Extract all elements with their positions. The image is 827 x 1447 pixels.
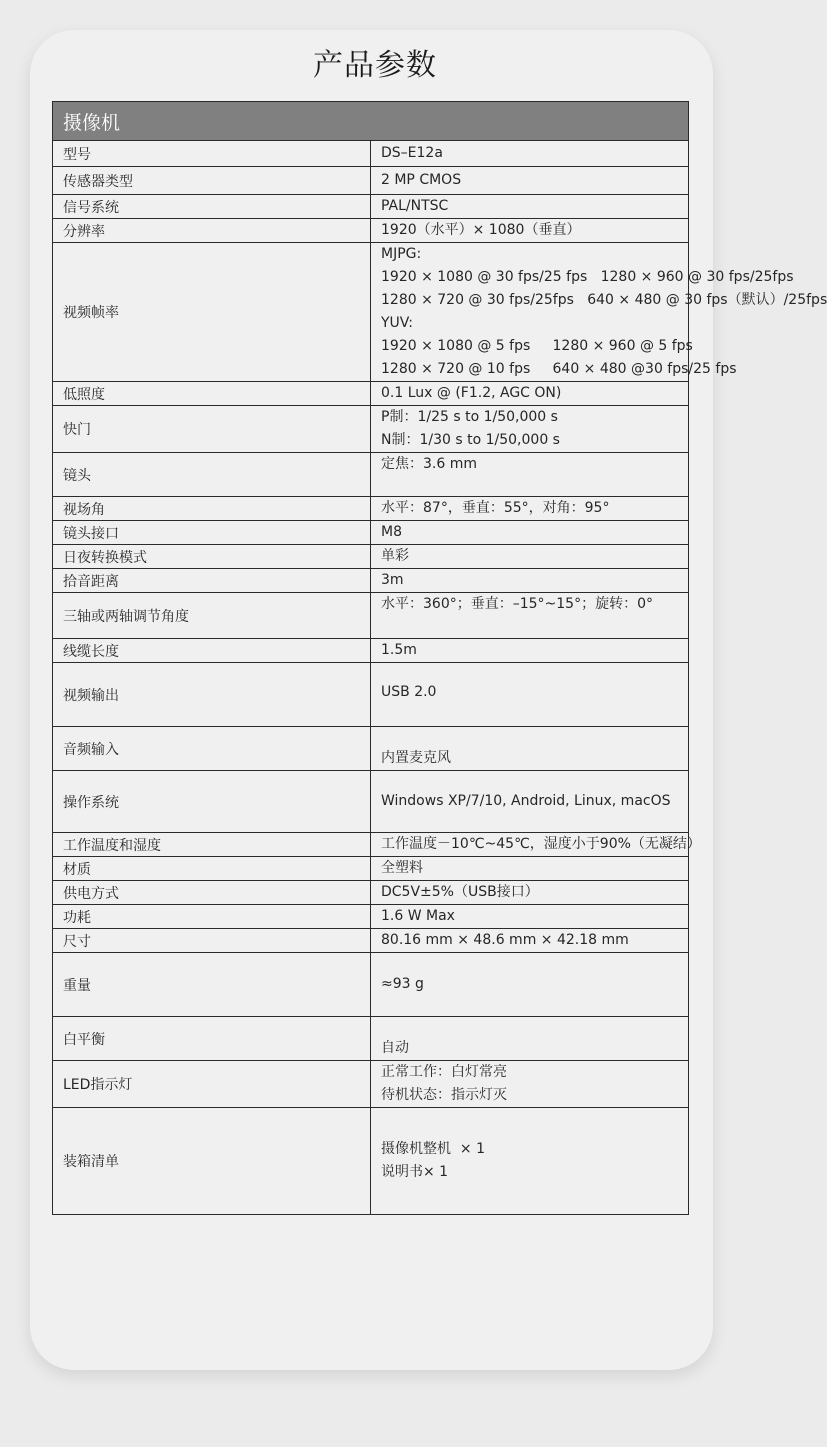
spec-label: 重量 bbox=[53, 953, 371, 1017]
spec-value-line: N制：1/30 s to 1/50,000 s bbox=[381, 432, 560, 448]
spec-row bbox=[53, 727, 689, 771]
spec-value bbox=[371, 881, 689, 905]
spec-value bbox=[371, 569, 689, 593]
spec-value-line: 1280 × 720 @ 30 fps/25fps 640 × 480 @ 30 fps（默认）/25fps bbox=[381, 292, 827, 308]
spec-label: 快门 bbox=[53, 406, 371, 453]
spec-value-line: ≈93 g bbox=[381, 976, 424, 992]
spec-row bbox=[53, 243, 689, 382]
spec-value-line: MJPG: bbox=[381, 246, 422, 262]
spec-label: 分辨率 bbox=[53, 219, 371, 243]
spec-value bbox=[371, 857, 689, 881]
spec-value bbox=[371, 521, 689, 545]
section-header: 摄像机 bbox=[53, 102, 689, 141]
spec-value-line: 1920 × 1080 @ 30 fps/25 fps 1280 × 960 @ 30 fps/25fps bbox=[381, 269, 794, 285]
spec-value-line: 正常工作：白灯常亮 bbox=[381, 1064, 507, 1080]
spec-value-line: 1280 × 720 @ 10 fps 640 × 480 @30 fps/25 fps bbox=[381, 361, 737, 377]
spec-row bbox=[53, 1108, 689, 1215]
spec-value-line: 1920（水平）× 1080（垂直） bbox=[381, 222, 581, 238]
spec-value-line: 1.6 W Max bbox=[381, 908, 455, 924]
spec-label: 视场角 bbox=[53, 497, 371, 521]
spec-row bbox=[53, 141, 689, 167]
spec-value-line: PAL/NTSC bbox=[381, 198, 449, 214]
spec-value bbox=[371, 497, 689, 521]
spec-value-line: YUV: bbox=[381, 315, 413, 331]
spec-label: 装箱清单 bbox=[53, 1108, 371, 1215]
spec-row bbox=[53, 569, 689, 593]
spec-value-line: 全塑料 bbox=[381, 860, 423, 876]
spec-value bbox=[371, 593, 689, 639]
section-header-row bbox=[53, 102, 689, 141]
spec-value bbox=[371, 382, 689, 406]
spec-value-line: 单彩 bbox=[381, 548, 409, 564]
spec-value bbox=[371, 953, 689, 1017]
spec-row bbox=[53, 881, 689, 905]
spec-value-line: 2 MP CMOS bbox=[381, 172, 462, 188]
spec-label: 音频输入 bbox=[53, 727, 371, 771]
spec-value bbox=[371, 1108, 689, 1215]
spec-label: 信号系统 bbox=[53, 195, 371, 219]
spec-table bbox=[52, 101, 827, 1215]
spec-row bbox=[53, 453, 689, 497]
spec-row bbox=[53, 593, 689, 639]
spec-row bbox=[53, 857, 689, 881]
spec-row bbox=[53, 497, 689, 521]
spec-value bbox=[371, 195, 689, 219]
spec-label: 白平衡 bbox=[53, 1017, 371, 1061]
spec-label: 材质 bbox=[53, 857, 371, 881]
spec-value-line: USB 2.0 bbox=[381, 684, 437, 700]
spec-value-line: 1.5m bbox=[381, 642, 417, 658]
spec-value-line: DS–E12a bbox=[381, 145, 443, 161]
spec-value bbox=[371, 727, 689, 771]
spec-value bbox=[371, 243, 827, 382]
spec-row bbox=[53, 771, 689, 833]
spec-row bbox=[53, 929, 689, 953]
spec-value-line: DC5V±5%（USB接口） bbox=[381, 884, 539, 900]
spec-value bbox=[371, 167, 689, 195]
spec-value-line: 80.16 mm × 48.6 mm × 42.18 mm bbox=[381, 932, 629, 948]
spec-value-line: 1920 × 1080 @ 5 fps 1280 × 960 @ 5 fps bbox=[381, 338, 693, 354]
spec-value-line: 内置麦克风 bbox=[381, 750, 451, 766]
spec-label: LED指示灯 bbox=[53, 1061, 371, 1108]
spec-label: 尺寸 bbox=[53, 929, 371, 953]
spec-row bbox=[53, 905, 689, 929]
spec-row bbox=[53, 406, 689, 453]
spec-value-line: 0.1 Lux @ (F1.2, AGC ON) bbox=[381, 385, 562, 401]
spec-row bbox=[53, 833, 689, 857]
spec-label: 低照度 bbox=[53, 382, 371, 406]
spec-value bbox=[371, 929, 689, 953]
spec-row bbox=[53, 545, 689, 569]
spec-value bbox=[371, 1017, 689, 1061]
spec-value-line: 水平：360°；垂直：–15°~15°；旋转：0° bbox=[381, 596, 653, 612]
spec-value-line: P制：1/25 s to 1/50,000 s bbox=[381, 409, 558, 425]
spec-label: 镜头接口 bbox=[53, 521, 371, 545]
spec-label: 供电方式 bbox=[53, 881, 371, 905]
spec-value-line: 3m bbox=[381, 572, 404, 588]
spec-value-line: 定焦：3.6 mm bbox=[381, 456, 477, 472]
spec-value-line: M8 bbox=[381, 524, 402, 540]
spec-label: 操作系统 bbox=[53, 771, 371, 833]
spec-value-line: Windows XP/7/10, Android, Linux, macOS bbox=[381, 793, 671, 809]
spec-value bbox=[371, 406, 689, 453]
spec-value bbox=[371, 453, 689, 497]
spec-value-line: 自动 bbox=[381, 1040, 409, 1056]
spec-label: 工作温度和湿度 bbox=[53, 833, 371, 857]
spec-label: 线缆长度 bbox=[53, 639, 371, 663]
spec-label: 三轴或两轴调节角度 bbox=[53, 593, 371, 639]
spec-label: 视频输出 bbox=[53, 663, 371, 727]
spec-label: 功耗 bbox=[53, 905, 371, 929]
spec-row bbox=[53, 382, 689, 406]
spec-label: 日夜转换模式 bbox=[53, 545, 371, 569]
spec-value-line: 工作温度－10℃~45℃，湿度小于90%（无凝结） bbox=[381, 836, 701, 852]
spec-value bbox=[371, 141, 689, 167]
spec-row bbox=[53, 663, 689, 727]
spec-row bbox=[53, 167, 689, 195]
spec-value bbox=[371, 1061, 689, 1108]
spec-value bbox=[371, 639, 689, 663]
spec-value bbox=[371, 905, 689, 929]
spec-value bbox=[371, 663, 689, 727]
spec-row bbox=[53, 195, 689, 219]
spec-label: 镜头 bbox=[53, 453, 371, 497]
spec-row bbox=[53, 953, 689, 1017]
spec-value bbox=[371, 771, 689, 833]
spec-value-line: 摄像机整机 × 1 bbox=[381, 1141, 485, 1157]
spec-value bbox=[371, 833, 701, 857]
spec-label: 视频帧率 bbox=[53, 243, 371, 382]
spec-row bbox=[53, 521, 689, 545]
spec-value-line: 水平：87°，垂直：55°，对角：95° bbox=[381, 500, 610, 516]
spec-row bbox=[53, 639, 689, 663]
spec-label: 型号 bbox=[53, 141, 371, 167]
spec-label: 拾音距离 bbox=[53, 569, 371, 593]
page-title: 产品参数 bbox=[313, 48, 437, 83]
spec-value bbox=[371, 545, 689, 569]
spec-label: 传感器类型 bbox=[53, 167, 371, 195]
spec-value bbox=[371, 219, 689, 243]
spec-value-line: 说明书× 1 bbox=[381, 1164, 449, 1180]
spec-row bbox=[53, 1017, 689, 1061]
spec-row bbox=[53, 1061, 689, 1108]
spec-value-line: 待机状态：指示灯灭 bbox=[381, 1087, 507, 1103]
spec-row bbox=[53, 219, 689, 243]
